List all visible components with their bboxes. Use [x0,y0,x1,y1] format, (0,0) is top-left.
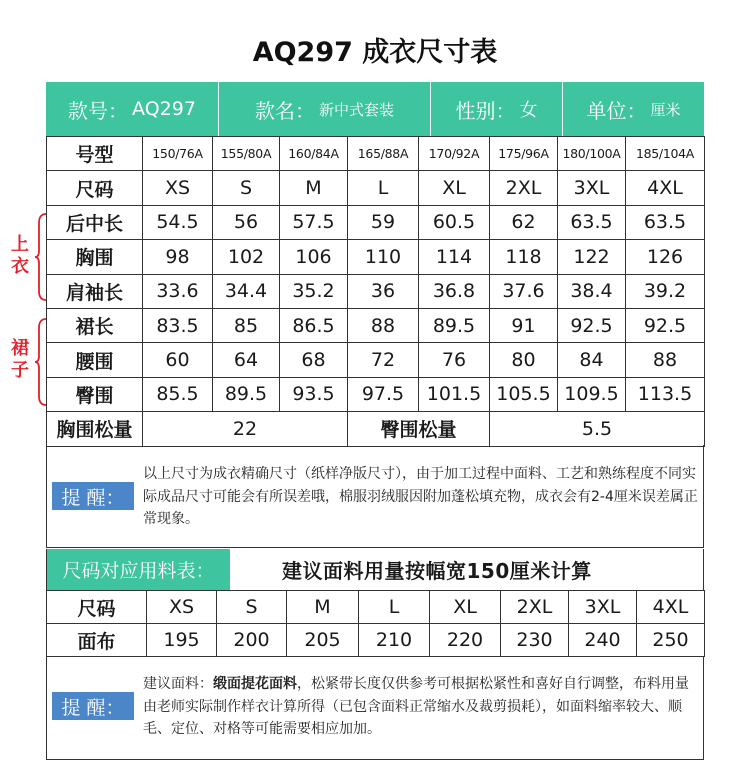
item-no-value: AQ297 [132,98,196,120]
table-cell: 39.2 [626,274,705,308]
table-cell: 85.5 [143,377,213,411]
table-cell: 180/100A [558,137,626,171]
table-cell: 2XL [501,591,569,624]
table-cell: 72 [348,343,419,377]
side-label-skirt-2: 子 [11,360,29,381]
table-cell: 91 [490,308,558,342]
unit-cell [562,82,704,136]
table-row [47,274,705,308]
item-no-label: 款号： [68,98,129,123]
note-pill-2: 提 醒： [52,692,134,720]
table-cell: 83.5 [143,308,213,342]
table-cell: 170/92A [419,137,490,171]
table-row [47,624,705,657]
table-cell: 62 [490,205,558,239]
note-text-2 [143,673,698,741]
item-no-cell [46,82,218,136]
table-cell: 2XL [490,171,558,205]
side-label-top-2: 衣 [11,256,29,277]
row-label: 后中长 [47,205,143,239]
table-cell: 240 [569,624,637,657]
table-cell: 220 [430,624,501,657]
table-cell: 126 [626,240,705,274]
table-cell: S [217,591,287,624]
table-cell: 165/88A [348,137,419,171]
table-cell: 175/96A [490,137,558,171]
table-cell: 54.5 [143,205,213,239]
chest-ease-value: 22 [143,412,348,446]
page-title: AQ297 成衣尺寸表 [252,37,498,68]
table-row [47,377,705,411]
table-cell: 88 [626,343,705,377]
table-row [47,591,705,624]
row-label: 腰围 [47,343,143,377]
table-cell: XL [430,591,501,624]
row-label: 臀围 [47,377,143,411]
table-cell: 57.5 [280,205,348,239]
table-cell: 59 [348,205,419,239]
row-label: 号型 [47,137,143,171]
top-brace-icon [34,213,48,301]
table-cell: 105.5 [490,377,558,411]
table-cell: 114 [419,240,490,274]
table-row [47,343,705,377]
table-cell: 68 [280,343,348,377]
gender-value: 女 [519,100,538,121]
table-cell: 92.5 [626,308,705,342]
name-cell [218,82,430,136]
table-cell: 118 [490,240,558,274]
note-text-1: 以上尺寸为成衣精确尺寸（纸样净版尺寸），由于加工过程中面料、工艺和熟练程度不同实际成品尺寸可能会有所误差哦，棉服羽绒服因附加蓬松填充物，成衣会有2-4厘米误差属正常现象。 [143,466,698,527]
table-cell: 110 [348,240,419,274]
table-cell: 93.5 [280,377,348,411]
table-cell: 56 [213,205,280,239]
table-row [47,137,705,171]
unit-label: 单位： [586,98,647,123]
table-cell: 113.5 [626,377,705,411]
table-cell: 195 [147,624,217,657]
side-label-top-1: 上 [11,234,29,255]
table-cell: 150/76A [143,137,213,171]
table-cell: 35.2 [280,274,348,308]
row-label: 胸围 [47,240,143,274]
row-label: 面布 [47,624,147,657]
table-cell: 97.5 [348,377,419,411]
header-bar [46,82,704,136]
table-cell: 86.5 [280,308,348,342]
row-label: 尺码 [47,171,143,205]
table-cell: 185/104A [626,137,705,171]
fabric-section-label: 尺码对应用料表： [47,549,230,590]
table-cell: 155/80A [213,137,280,171]
table-row [47,171,705,205]
table-cell: 210 [359,624,430,657]
table-cell: 89.5 [213,377,280,411]
table-cell: 38.4 [558,274,626,308]
table-cell: 4XL [626,171,705,205]
table-cell: L [359,591,430,624]
note-2-prefix: 建议面料： [143,676,213,692]
name-value: 新中式套装 [318,100,394,119]
table-cell: 106 [280,240,348,274]
table-cell: 60 [143,343,213,377]
table-cell: 122 [558,240,626,274]
table-cell: M [287,591,359,624]
table-cell: 88 [348,308,419,342]
row-label: 尺码 [47,591,147,624]
table-cell: 85 [213,308,280,342]
table-cell: 84 [558,343,626,377]
table-cell: 160/84A [280,137,348,171]
table-cell: 89.5 [419,308,490,342]
note-2-highlight: 缎面提花面料 [213,676,297,692]
note-2-body: ，松紧带长度仅供参考可根据松紧性和喜好自行调整，布料用量由老师实际制作样衣计算所得（已包含面料正常缩水及裁剪损耗），如面料缩率较大、顺毛、定位、对格等可能需要相应加加。 [143,676,689,737]
table-cell: 33.6 [143,274,213,308]
skirt-brace-icon [34,318,48,406]
table-cell: 64 [213,343,280,377]
hip-ease-label: 臀围松量 [348,412,490,446]
note-pill-1: 提 醒： [52,482,134,510]
table-cell: 230 [501,624,569,657]
gender-label: 性别： [455,98,516,123]
table-cell: 109.5 [558,377,626,411]
table-cell: 92.5 [558,308,626,342]
table-cell: 3XL [558,171,626,205]
ease-row [47,412,705,446]
table-cell: XS [143,171,213,205]
table-cell: 80 [490,343,558,377]
table-cell: 36 [348,274,419,308]
table-cell: M [280,171,348,205]
side-label-skirt [10,338,30,382]
table-cell: 102 [213,240,280,274]
table-cell: 36.8 [419,274,490,308]
table-cell: 101.5 [419,377,490,411]
hip-ease-value: 5.5 [490,412,705,446]
table-cell: 3XL [569,591,637,624]
table-cell: L [348,171,419,205]
table-cell: XL [419,171,490,205]
row-label: 裙长 [47,308,143,342]
table-cell: 200 [217,624,287,657]
name-label: 款名： [254,98,315,123]
table-cell: 250 [637,624,705,657]
size-table [46,136,705,447]
side-label-top [10,234,30,278]
unit-value: 厘米 [650,100,681,119]
table-cell: 37.6 [490,274,558,308]
table-cell: 60.5 [419,205,490,239]
gender-cell [430,82,562,136]
chest-ease-label: 胸围松量 [47,412,143,446]
table-cell: 4XL [637,591,705,624]
table-cell: 63.5 [626,205,705,239]
table-row [47,240,705,274]
table-cell: XS [147,591,217,624]
table-row [47,205,705,239]
row-label: 肩袖长 [47,274,143,308]
table-cell: S [213,171,280,205]
table-cell: 34.4 [213,274,280,308]
side-label-skirt-1: 裙 [11,338,29,359]
table-cell: 76 [419,343,490,377]
fabric-section-bar [46,549,704,590]
table-cell: 205 [287,624,359,657]
fabric-table [46,590,705,657]
fabric-section-title: 建议面料用量按幅宽150厘米计算 [282,559,592,583]
table-row [47,308,705,342]
table-cell: 63.5 [558,205,626,239]
table-cell: 98 [143,240,213,274]
